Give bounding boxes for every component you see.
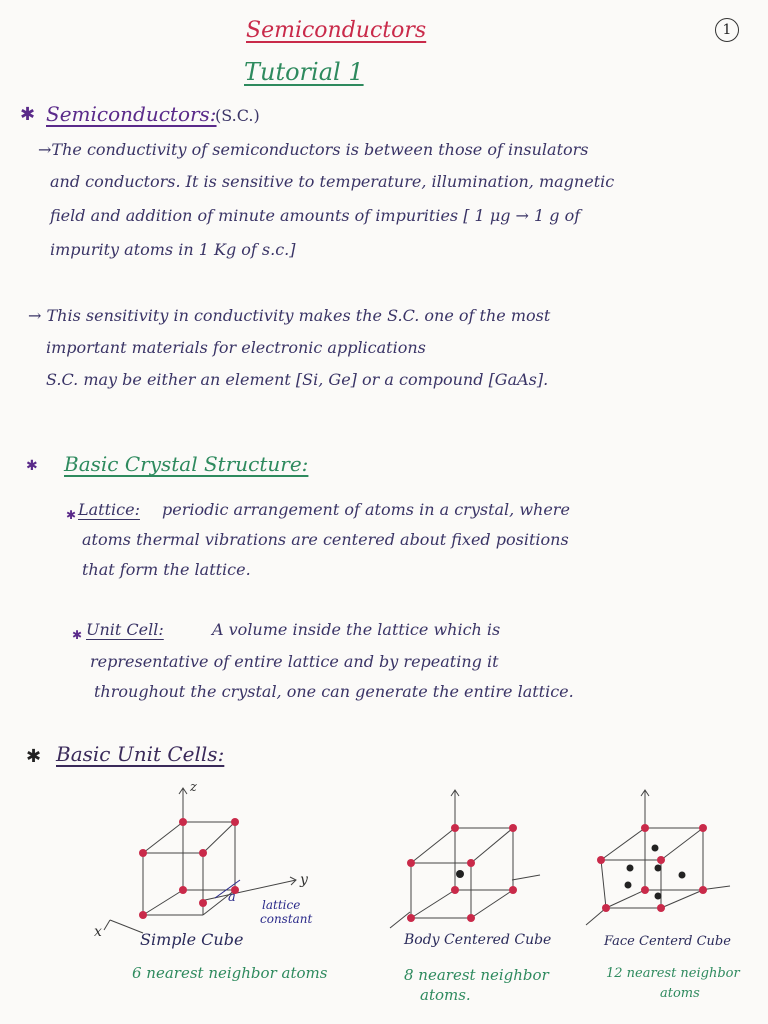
face-centered-cube-diagram: [586, 790, 730, 925]
bullet-star-icon: ✱: [66, 508, 77, 522]
unitcell-line-3: throughout the crystal, one can generate the entire lattice.: [94, 682, 574, 701]
bullet-star-icon: ✱: [26, 746, 42, 767]
caption-simple-cube: Simple Cube: [140, 930, 244, 949]
bullet-star-icon: ✱: [72, 628, 83, 642]
caption-face-centered-cube: Face Centerd Cube: [604, 934, 731, 949]
a-label: a: [228, 890, 236, 905]
axis-z-label: z: [190, 780, 197, 795]
neighbors-body-centered-cube-1: 8 nearest neighbor: [404, 966, 549, 984]
unitcell-term: Unit Cell:: [86, 620, 164, 639]
section-heading-semiconductors: Semiconductors:: [46, 102, 217, 126]
s1-line-2: and conductors. It is sensitive to temperature, illumination, magnetic: [50, 172, 615, 191]
section-heading-unit-cells: Basic Unit Cells:: [56, 742, 225, 766]
s1-line-1: →The conductivity of semiconductors is between those of insulators: [38, 140, 589, 159]
page-number: 1: [715, 18, 739, 42]
lattice-term: Lattice:: [78, 500, 140, 519]
axis-y-label: y: [300, 872, 308, 888]
section-abbrev: (S.C.): [215, 106, 260, 125]
s1-para2-line-1: → This sensitivity in conductivity makes the S.C. one of the most: [28, 306, 551, 325]
lattice-constant-label-1: lattice: [262, 898, 301, 912]
body-centered-cube-diagram: [390, 790, 540, 928]
unitcell-line-1: A volume inside the lattice which is: [212, 620, 501, 639]
neighbors-body-centered-cube-2: atoms.: [420, 986, 471, 1004]
s1-line-4: impurity atoms in 1 Kg of s.c.]: [50, 240, 296, 259]
lattice-constant-label-2: constant: [260, 912, 313, 926]
page-title: Semiconductors: [246, 18, 427, 43]
lattice-line-3: that form the lattice.: [82, 560, 251, 579]
neighbors-face-centered-cube-1: 12 nearest neighbor: [606, 966, 740, 981]
caption-body-centered-cube: Body Centered Cube: [404, 932, 552, 948]
s1-para2-line-2: important materials for electronic applications: [46, 338, 426, 357]
lattice-line-1: periodic arrangement of atoms in a crystal, where: [162, 500, 570, 519]
bullet-star-icon: ✱: [26, 458, 38, 474]
s1-para2-line-3: S.C. may be either an element [Si, Ge] or a compound [GaAs].: [46, 370, 549, 389]
s1-line-3: field and addition of minute amounts of impurities [ 1 μg → 1 g of: [50, 206, 581, 225]
unitcell-line-2: representative of entire lattice and by repeating it: [90, 652, 499, 671]
neighbors-face-centered-cube-2: atoms: [660, 986, 700, 1001]
bullet-star-icon: ✱: [20, 104, 36, 125]
axis-x-label: x: [94, 924, 102, 940]
neighbors-simple-cube: 6 nearest neighbor atoms: [132, 964, 328, 982]
page-subtitle: Tutorial 1: [244, 58, 364, 86]
section-heading-crystal-structure: Basic Crystal Structure:: [64, 452, 309, 476]
lattice-line-2: atoms thermal vibrations are centered about fixed positions: [82, 530, 569, 549]
